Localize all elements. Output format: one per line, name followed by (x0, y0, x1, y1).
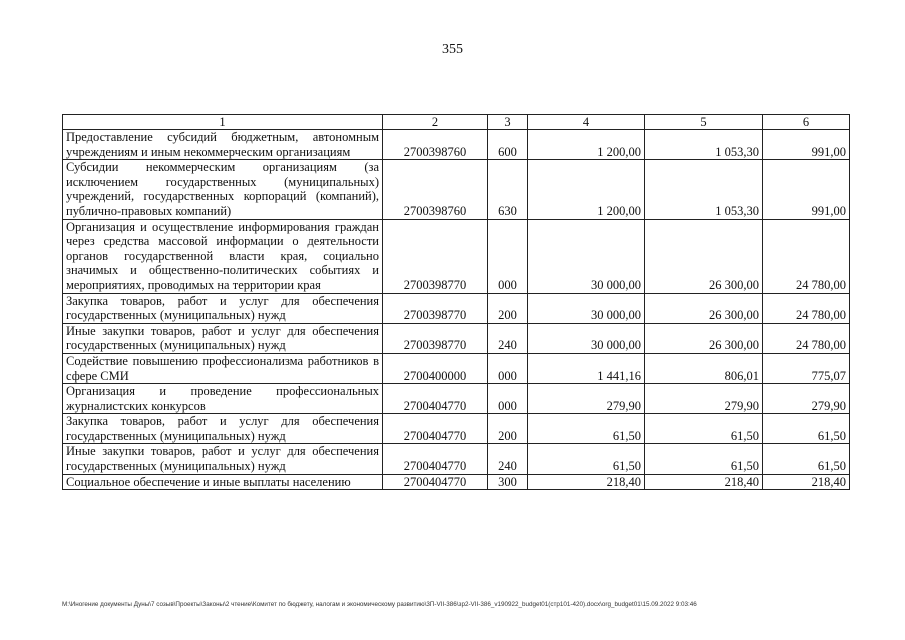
table-row (63, 444, 850, 474)
row-value-col4: 1 200,00 (528, 160, 645, 219)
row-value-col6: 218,40 (763, 474, 850, 490)
table-row (63, 130, 850, 160)
row-value-col6: 61,50 (763, 444, 850, 474)
row-value-col5: 279,90 (645, 384, 763, 414)
row-name: Закупка товаров, работ и услуг для обеспечения государственных (муниципальных) нужд (63, 293, 383, 323)
row-value-col5: 26 300,00 (645, 219, 763, 293)
row-value-col5: 26 300,00 (645, 293, 763, 323)
row-value-col5: 61,50 (645, 414, 763, 444)
table-row (63, 160, 850, 219)
page-number: 355 (442, 42, 463, 57)
row-value-col6: 24 780,00 (763, 323, 850, 353)
table-row (63, 323, 850, 353)
column-header: 1 (63, 115, 383, 130)
row-name: Предоставление субсидий бюджетным, автономным учреждениям и иным некоммерческим организациям (63, 130, 383, 160)
row-expense-type: 000 (488, 384, 528, 414)
row-value-col4: 61,50 (528, 414, 645, 444)
row-value-col6: 279,90 (763, 384, 850, 414)
row-value-col4: 1 200,00 (528, 130, 645, 160)
table-row (63, 353, 850, 383)
column-header: 3 (488, 115, 528, 130)
row-name: Социальное обеспечение и иные выплаты населению (63, 474, 383, 490)
row-expense-type: 200 (488, 293, 528, 323)
row-name: Содействие повышению профессионализма работников в сфере СМИ (63, 353, 383, 383)
row-code: 2700400000 (383, 353, 488, 383)
document-file-path: М:\Иногение документы Дуны\7 созыв\Проекты\Законы\2 чтение\Комитет по бюджету, налогам и экономическому развитию\3П-VII-386\зр2-VII-386_v190922_budget01(стр101-420).docx\org_budget01\15.09.2022 9:03:46 (62, 601, 697, 608)
row-code: 2700398760 (383, 130, 488, 160)
row-name: Закупка товаров, работ и услуг для обеспечения государственных (муниципальных) нужд (63, 414, 383, 444)
row-value-col4: 30 000,00 (528, 219, 645, 293)
row-value-col5: 26 300,00 (645, 323, 763, 353)
table-header-row (63, 115, 850, 130)
row-value-col5: 218,40 (645, 474, 763, 490)
row-expense-type: 600 (488, 130, 528, 160)
row-code: 2700398770 (383, 293, 488, 323)
table-row (63, 474, 850, 490)
row-value-col5: 806,01 (645, 353, 763, 383)
row-value-col5: 1 053,30 (645, 130, 763, 160)
column-header: 2 (383, 115, 488, 130)
row-code: 2700404770 (383, 384, 488, 414)
row-expense-type: 630 (488, 160, 528, 219)
column-header: 6 (763, 115, 850, 130)
column-header: 4 (528, 115, 645, 130)
row-value-col6: 24 780,00 (763, 293, 850, 323)
row-value-col6: 61,50 (763, 414, 850, 444)
row-value-col4: 218,40 (528, 474, 645, 490)
row-name: Субсидии некоммерческим организациям (за исключением государственных (муниципальных) учреждений, государственных корпораций (компаний), публично-правовых компаний) (63, 160, 383, 219)
column-header: 5 (645, 115, 763, 130)
row-name: Организация и осуществление информирования граждан через средства массовой информации о деятельности органов государственной власти края, социально значимых и общественно-политических событиях и мероприятиях, проводимых на территории края (63, 219, 383, 293)
row-expense-type: 300 (488, 474, 528, 490)
table-row (63, 384, 850, 414)
row-code: 2700398760 (383, 160, 488, 219)
row-code: 2700404770 (383, 444, 488, 474)
row-code: 2700398770 (383, 219, 488, 293)
row-expense-type: 200 (488, 414, 528, 444)
row-expense-type: 000 (488, 219, 528, 293)
row-value-col6: 991,00 (763, 160, 850, 219)
row-expense-type: 240 (488, 323, 528, 353)
table-row (63, 219, 850, 293)
row-value-col4: 61,50 (528, 444, 645, 474)
row-value-col6: 24 780,00 (763, 219, 850, 293)
row-value-col5: 61,50 (645, 444, 763, 474)
row-name: Иные закупки товаров, работ и услуг для обеспечения государственных (муниципальных) нужд (63, 444, 383, 474)
row-name: Иные закупки товаров, работ и услуг для обеспечения государственных (муниципальных) нужд (63, 323, 383, 353)
budget-table (62, 114, 850, 490)
row-value-col4: 30 000,00 (528, 293, 645, 323)
table-row (63, 293, 850, 323)
row-value-col4: 279,90 (528, 384, 645, 414)
row-value-col6: 775,07 (763, 353, 850, 383)
row-value-col6: 991,00 (763, 130, 850, 160)
row-code: 2700404770 (383, 474, 488, 490)
row-value-col4: 30 000,00 (528, 323, 645, 353)
row-name: Организация и проведение профессиональных журналистских конкурсов (63, 384, 383, 414)
row-code: 2700398770 (383, 323, 488, 353)
row-value-col5: 1 053,30 (645, 160, 763, 219)
row-expense-type: 240 (488, 444, 528, 474)
table-row (63, 414, 850, 444)
row-code: 2700404770 (383, 414, 488, 444)
row-expense-type: 000 (488, 353, 528, 383)
row-value-col4: 1 441,16 (528, 353, 645, 383)
